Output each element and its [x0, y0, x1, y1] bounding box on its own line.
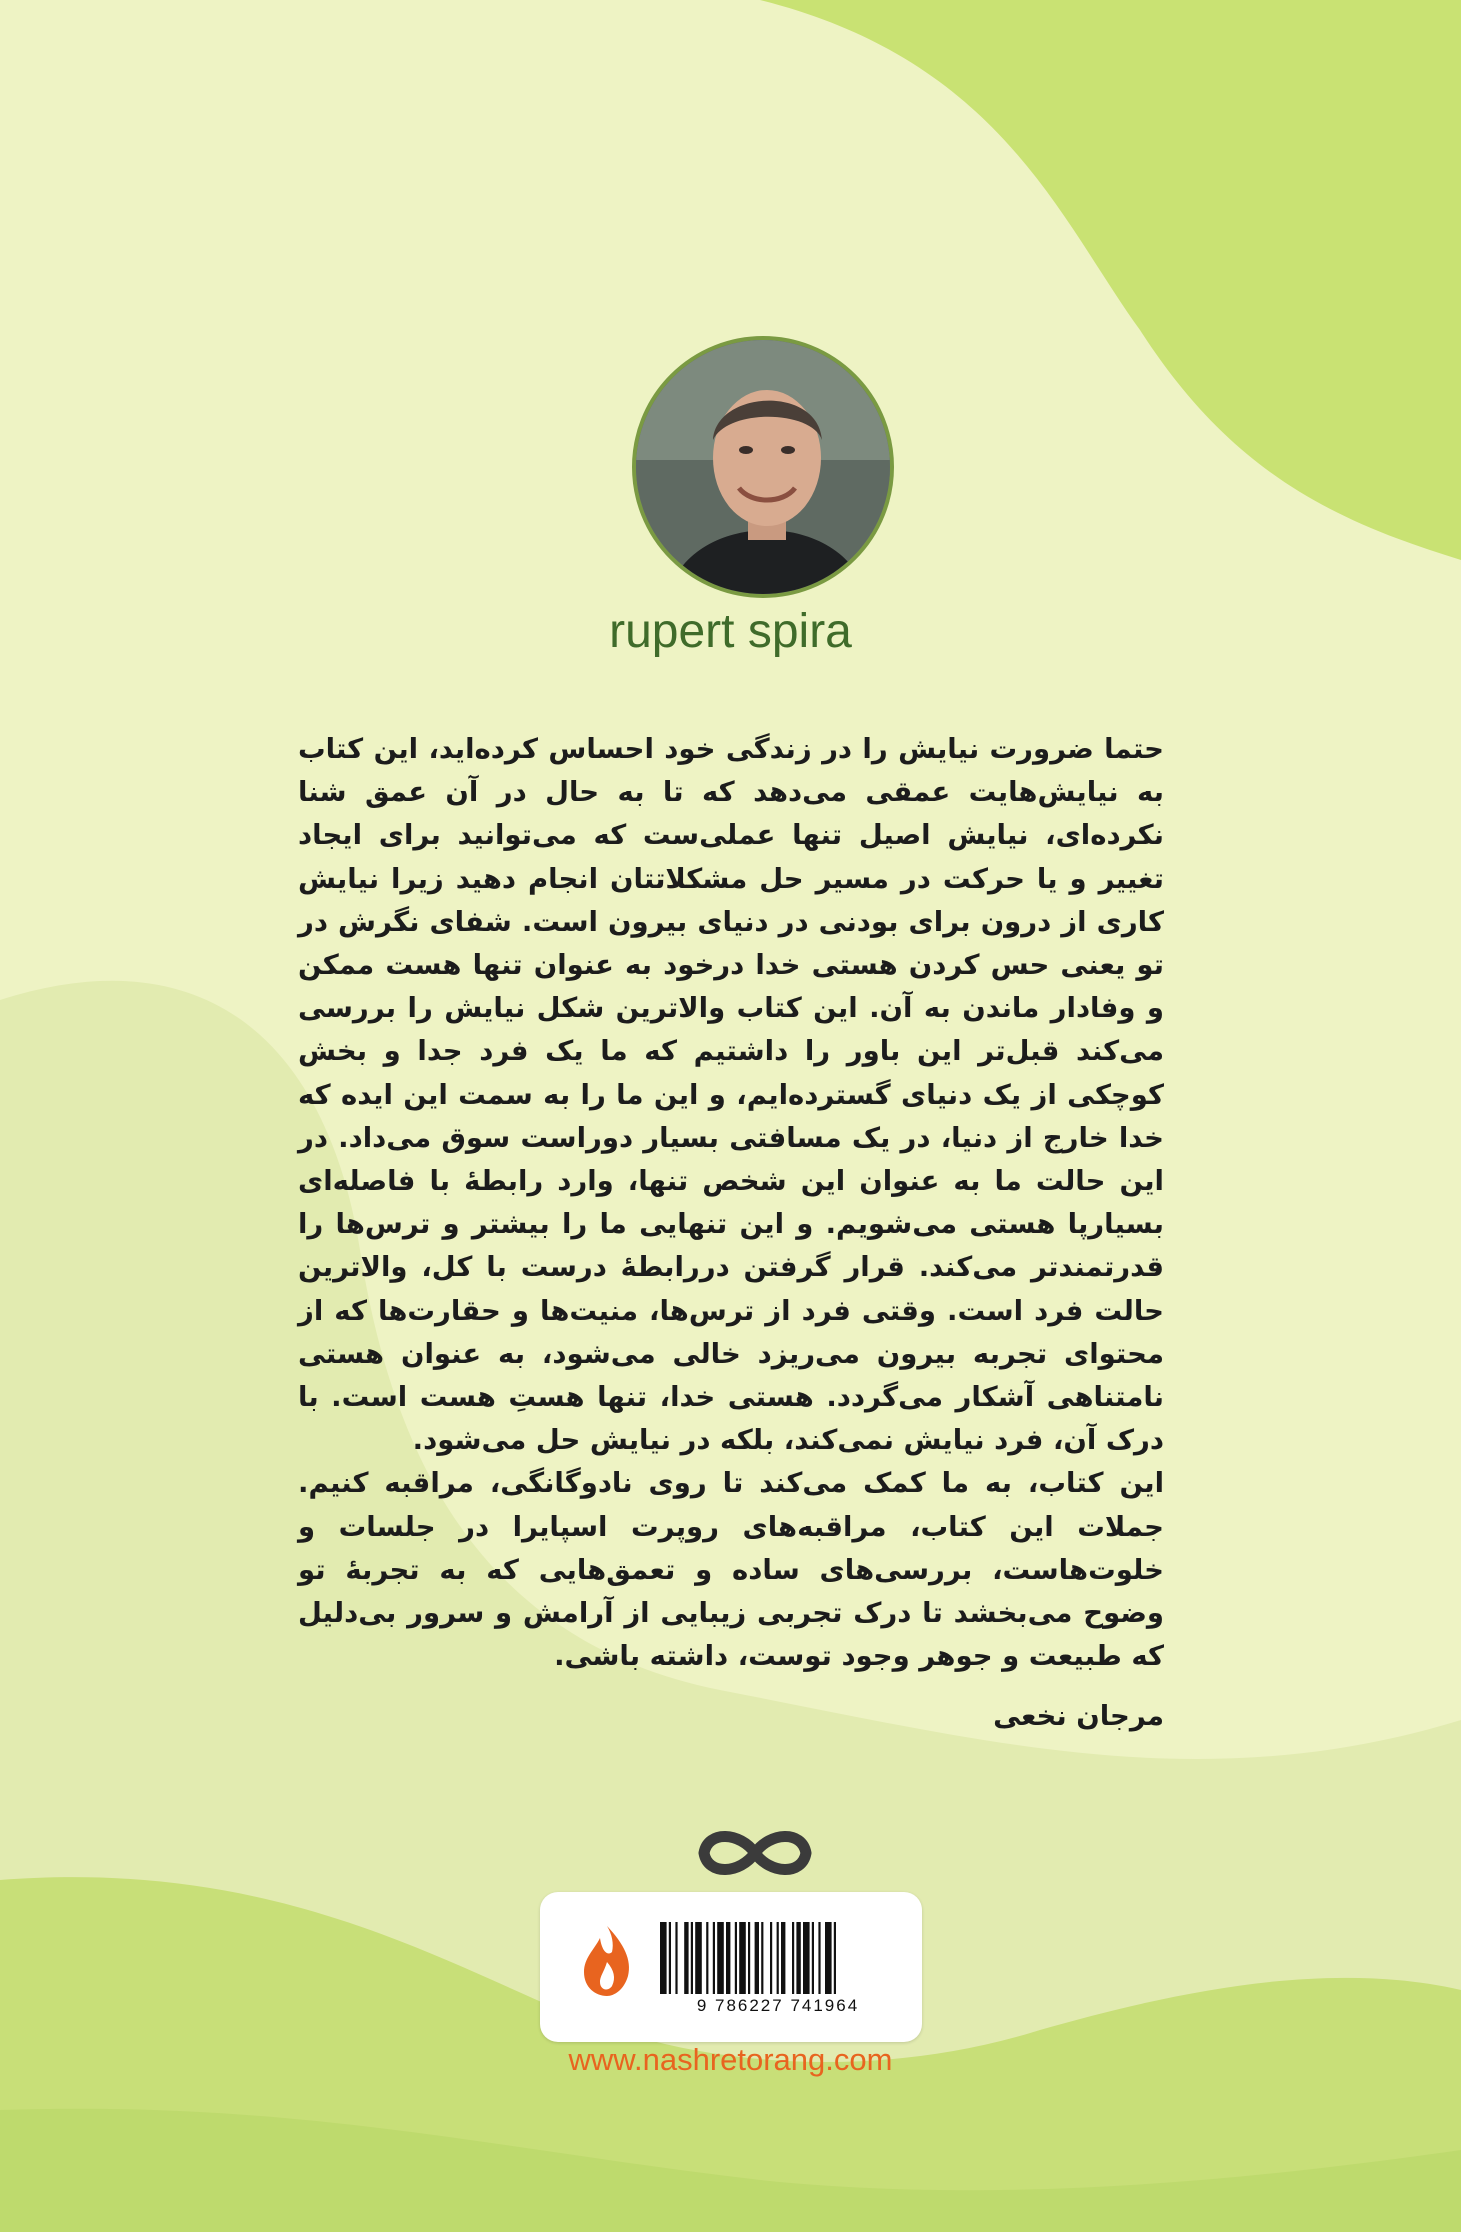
flame-logo-icon: [574, 1922, 640, 1998]
author-photo: [632, 336, 894, 598]
description-paragraph-2: این کتاب، به ما کمک می‌کند تا روی نادوگانگی، مراقبه کنیم. جملات این کتاب، مراقبه‌های روپرت اسپایرا در جلسات و خلوت‌هاست، بررسی‌های ساده و تعمق‌هایی که به تجربهٔ تو وضوح می‌بخشد تا درک تجربی زیبایی از آرامش و سرور بی‌دلیل که طبیعت و جوهر وجود توست، داشته باشی.: [298, 1467, 1164, 1673]
publisher-website[interactable]: www.nashretorang.com: [568, 2042, 893, 2077]
book-description: [298, 728, 1164, 1678]
barcode-panel: [540, 1892, 922, 2042]
barcode-bars: [660, 1922, 896, 1994]
isbn-number: 9 786227 741964: [696, 1996, 860, 2015]
author-portrait-icon: [636, 340, 894, 598]
author-name: rupert spira: [609, 605, 852, 658]
description-paragraph-1: حتما ضرورت نیایش را در زندگی خود احساس کرده‌اید، این کتاب به نیایش‌هایت عمقی می‌دهد که تا به حال در آن عمق شنا نکرده‌ای، نیایش اصیل تنها عملی‌ست که می‌توانید برای ایجاد تغییر و یا حرکت در مسیر حل مشکلاتتان انجام دهید زیرا نیایش کاری از درون برای بودنی در دنیای بیرون است. شفای نگرش در تو یعنی حس کردن هستی خدا درخود به عنوان تنها هست ممکن و وفادار ماندن به آن. این کتاب والاترین شکل نیایش را بررسی می‌کند قبل‌تر این باور را داشتیم که ما یک فرد جدا و بخش کوچکی از یک دنیای گسترده‌ایم، و این ما را به سمت این ایده که خدا خارج از دنیا، در یک مسافتی بسیار دوراست سوق می‌داد. در این حالت ما به عنوان این شخص تنها، وارد رابطهٔ با فاصله‌ای بسیارپا هستی می‌شویم. و این تنهایی ما را بیشتر و ترس‌ها را قدرتمندتر می‌کند. قرار گرفتن دررابطهٔ درست با کل، والاترین حالت فرد است. وقتی فرد از ترس‌ها، منیت‌ها و حقارت‌ها که از محتوای تجربه بیرون می‌ریزد خالی می‌شود، به عنوان هستی نامتناهی آشکار می‌گردد. هستی خدا، تنها هستِ هست است. با درک آن، فرد نیایش نمی‌کند، بلکه در نیایش حل می‌شود.: [298, 733, 1164, 1457]
translator-name: مرجان نخعی: [993, 1700, 1164, 1732]
infinity-icon: [690, 1822, 820, 1884]
